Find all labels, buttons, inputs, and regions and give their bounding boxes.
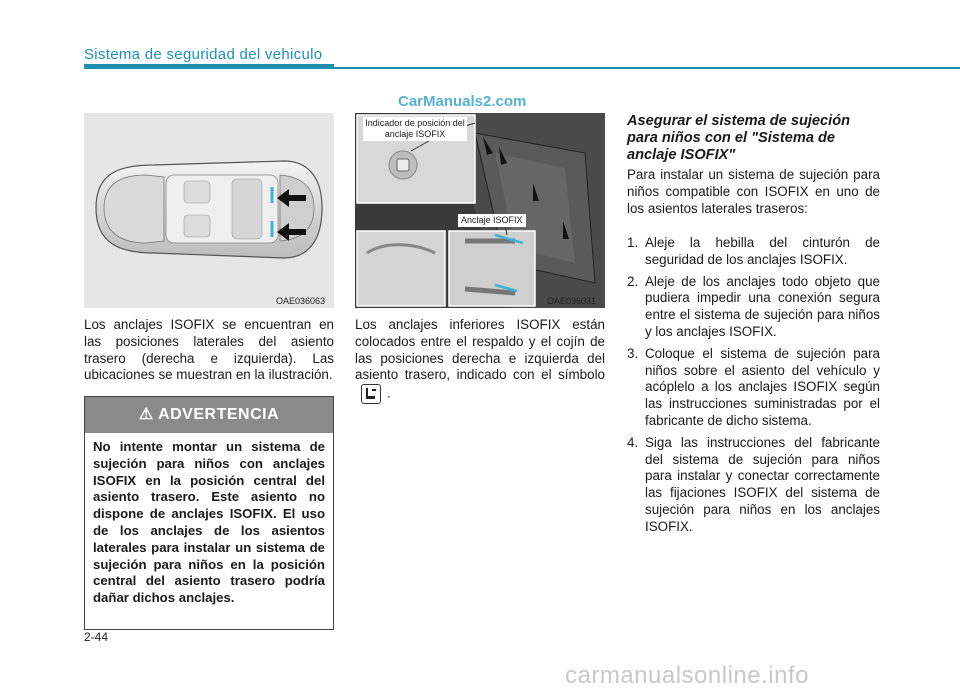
step-text: Coloque el sistema de sujeción para niños sobre el asiento del vehículo y acóplelo a los anclajes ISOFIX según las instrucciones suministradas por el fabricante de dicho sistema.: [645, 345, 880, 428]
isofix-indicator-label: Indicador de posición del anclaje ISOFIX: [363, 117, 467, 141]
isofix-location-paragraph: Los anclajes ISOFIX se encuentran en las posiciones laterales del asiento trasero (derecha e izquierda). Las ubicaciones se muestran en la ilustración.: [84, 317, 334, 383]
warning-text: No intente montar un sistema de sujeción para niños con anclajes ISOFIX en la posición central del asiento trasero. Este asiento no dispone de anclajes ISOFIX. El uso de los anclajes de los asientos laterales para instalar un sistema de sujeción para niños en la posición central del asiento trasero podría dañar dichos anclajes.: [93, 439, 325, 606]
figure-code: OAE036063: [276, 296, 326, 306]
warning-triangle-icon: ⚠: [138, 406, 154, 423]
step-number: 2.: [627, 273, 639, 289]
isofix-anchor-label: Anclaje ISOFIX: [458, 214, 526, 227]
isofix-symbol-icon: [361, 384, 381, 404]
isofix-heading: Asegurar el sistema de sujeción para niños con el "Sistema de anclaje ISOFIX": [627, 113, 851, 163]
header-rule: [84, 67, 960, 69]
step-number: 1.: [627, 235, 639, 250]
isofix-intro: Para instalar un sistema de sujeción para niños compatible con ISOFIX en uno de los asientos laterales traseros:: [627, 167, 880, 216]
step-text: Aleje de los anclajes todo objeto que pudiera impedir una conexión segura entre el sistema de sujeción para niños y los anclajes ISOFIX.: [645, 273, 880, 339]
step-text: Siga las instrucciones del fabricante del sistema de sujeción para niños para instalar y conectar correctamente las fijaciones ISOFIX del sistema de sujeción para niños en los anclajes ISOFIX.: [645, 434, 880, 534]
car-top-view-illustration: [84, 113, 334, 308]
isofix-anchor-text: Los anclajes inferiores ISOFIX están colocados entre el respaldo y el cojín de las posiciones derecha e izquierda del asiento trasero, indicado con el símbolo: [355, 317, 605, 383]
isofix-anchor-paragraph: [355, 317, 605, 404]
step-number: 3.: [627, 345, 639, 361]
page-number: 2-44: [84, 630, 109, 644]
list-item: [627, 435, 880, 536]
step-text: Aleje la hebilla del cinturón de seguridad de los anclajes ISOFIX.: [645, 235, 880, 267]
list-item: [627, 235, 880, 269]
warning-title: ADVERTENCIA: [158, 406, 280, 423]
figure-code: OAE036031: [547, 296, 597, 306]
watermark-bottom: carmanualsonline.info: [565, 662, 809, 689]
section-title: Sistema de seguridad del vehiculo: [84, 46, 323, 63]
isofix-anchor-figure: [355, 113, 605, 308]
installation-steps: [627, 235, 880, 541]
isofix-anchor-text-end: .: [387, 385, 391, 401]
isofix-anchor-illustration: [355, 113, 605, 308]
list-item: [627, 346, 880, 430]
car-top-view-figure: [84, 113, 334, 308]
warning-header: [85, 397, 333, 433]
warning-box: [84, 396, 334, 630]
watermark-top: CarManuals2.com: [398, 93, 527, 110]
step-number: 4.: [627, 434, 639, 450]
list-item: [627, 274, 880, 341]
